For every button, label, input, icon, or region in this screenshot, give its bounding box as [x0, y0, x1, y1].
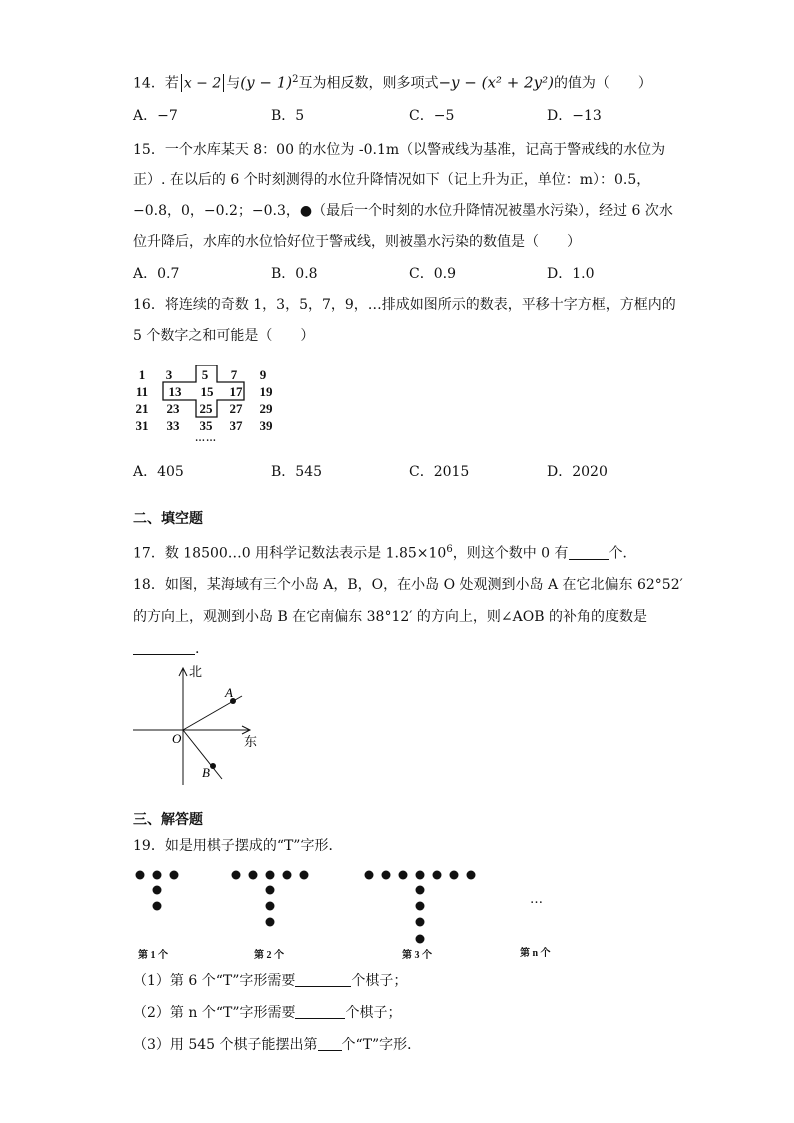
- t-shape-3-tail: [413, 932, 427, 946]
- q19-sub2: [133, 1003, 401, 1023]
- cell: 13: [168, 384, 182, 399]
- cell: 27: [229, 401, 243, 416]
- abs-bar-right: [223, 74, 224, 92]
- q15-line4: 位升降后，水库的水位恰好位于警戒线，则被墨水污染的数值是（ ）: [133, 234, 581, 250]
- q14-option-a: A．−7: [133, 108, 178, 124]
- q14-option-c: C．−5: [409, 108, 455, 124]
- q14-stem: [133, 70, 652, 94]
- point-o-label: O: [172, 731, 182, 746]
- q14-suffix1: 互为相反数，则多项式: [298, 75, 439, 92]
- t-pattern-figure: [128, 866, 588, 931]
- q14-mid: 与: [226, 75, 241, 92]
- q19-sub3-b: 个“T”字形．: [341, 1037, 422, 1053]
- q19-sub1-b: 个棋子；: [351, 973, 408, 989]
- q14-option-d: D．−13: [547, 108, 602, 124]
- t-shape-3: [365, 871, 476, 927]
- q16-option-c: C．2015: [409, 464, 470, 480]
- q19-sub1-blank[interactable]: [295, 972, 351, 987]
- q19-sub2-blank[interactable]: [295, 1004, 345, 1019]
- cell: 39: [259, 418, 273, 433]
- abs-bar-left: [181, 74, 182, 92]
- cell: 25: [199, 401, 213, 416]
- section-answer: 三、解答题: [133, 812, 203, 828]
- q14-suffix2: 的值为（ ）: [553, 75, 652, 92]
- t-shape-1: [136, 871, 179, 911]
- q19-sub3: [133, 1035, 421, 1055]
- odd-number-table: [136, 365, 286, 450]
- t-pattern-ellipsis: …: [530, 892, 543, 907]
- figure-label-n: 第 n 个: [520, 948, 551, 959]
- q19-sub2-b: 个棋子；: [345, 1005, 402, 1021]
- q15-line3: −0.8，0，−0.2；−0.3，●（最后一个时刻的水位升降情况被墨水污染），经过 6 次水: [133, 203, 673, 219]
- q19-sub3-blank[interactable]: [318, 1036, 342, 1051]
- q14-abs-expr: x − 2: [183, 75, 222, 92]
- cell: 1: [138, 367, 146, 382]
- q15-option-d: D．1.0: [547, 266, 595, 282]
- q19-sub1: [133, 971, 407, 991]
- q15-line1: 15．一个水库某天 8：00 的水位为 -0.1m（以警戒线为基准，记高于警戒线的水位为: [133, 142, 666, 158]
- q16-line1: 16．将连续的奇数 1，3，5，7，9，…排成如图所示的数表，平移十字方框，方框内的: [133, 297, 676, 313]
- section-fill-in: 二、填空题: [133, 511, 203, 527]
- cell: 23: [166, 401, 180, 416]
- q18-line3-tail: .: [195, 641, 200, 657]
- figure-label-3: 第 3 个: [402, 950, 432, 961]
- q17-suffix: ，则这个数中 0 有: [452, 545, 569, 562]
- q17-stem: [133, 540, 637, 564]
- q15-option-c: C．0.9: [409, 266, 456, 282]
- q15-option-b: B．0.8: [271, 266, 318, 282]
- q18-line1: 18．如图，某海域有三个小岛 A，B，O，在小岛 O 处观测到小岛 A 在它北偏东 62°52′: [133, 577, 683, 593]
- q18-line2: 的方向上，观测到小岛 B 在它南偏东 38°12′ 的方向上，则∠AOB 的补角的度数是: [133, 609, 647, 625]
- cell: 15: [200, 384, 214, 399]
- cell: 21: [135, 401, 149, 416]
- cell: 3: [165, 367, 173, 382]
- q19-sub2-a: （2）第 n 个“T”字形需要: [133, 1005, 296, 1021]
- figure-label-1: 第 1 个: [138, 950, 168, 961]
- q19-line1: 19．如是用棋子摆成的“T”字形．: [133, 838, 343, 854]
- east-label: 东: [244, 735, 258, 750]
- compass-diagram: [130, 663, 270, 788]
- q14-option-b: B．5: [271, 108, 305, 124]
- cell: 17: [229, 384, 243, 399]
- q17-tail: 个．: [608, 545, 637, 562]
- q18-line3: [133, 639, 199, 659]
- cell: 11: [135, 384, 149, 399]
- figure-label-2: 第 2 个: [254, 950, 284, 961]
- t-shape-2: [232, 871, 309, 927]
- q14-poly: −y − (x² + 2y²): [438, 73, 554, 92]
- q14-sq-exp: 2: [292, 74, 299, 85]
- cell: 31: [135, 418, 149, 433]
- q19-sub1-a: （1）第 6 个“T”字形需要: [133, 973, 296, 989]
- cell: 5: [201, 367, 209, 382]
- cell: 33: [166, 418, 180, 433]
- q15-line2: 正）. 在以后的 6 个时刻测得的水位升降情况如下（记上升为正，单位：m）：0.5，: [133, 172, 651, 188]
- q16-option-a: A．405: [133, 464, 184, 480]
- cell: 37: [229, 418, 243, 433]
- q17-prefix: 17．数 18500…0 用科学记数法表示是 1.85×10: [133, 545, 447, 562]
- q16-option-d: D．2020: [547, 464, 608, 480]
- q17-exp: 6: [446, 544, 453, 555]
- cell: 9: [259, 367, 267, 382]
- cell: 7: [230, 367, 238, 382]
- north-label: 北: [189, 665, 203, 680]
- point-b-label: B: [202, 765, 210, 780]
- q15-option-a: A．0.7: [133, 266, 180, 282]
- q18-answer-blank[interactable]: [133, 640, 195, 655]
- q19-sub3-a: （3）用 545 个棋子能摆出第: [133, 1037, 318, 1053]
- cell: 19: [259, 384, 273, 399]
- cell: 35: [199, 418, 213, 433]
- q14-prefix: 14．若: [133, 75, 179, 92]
- q17-answer-blank[interactable]: [569, 545, 609, 560]
- point-a-label: A: [225, 685, 233, 700]
- q14-sq-expr: (y − 1): [240, 73, 293, 92]
- q16-line2: 5 个数字之和可能是（ ）: [133, 328, 315, 344]
- cell: 29: [259, 401, 273, 416]
- table-ellipsis: ……: [195, 433, 217, 444]
- q16-option-b: B．545: [271, 464, 323, 480]
